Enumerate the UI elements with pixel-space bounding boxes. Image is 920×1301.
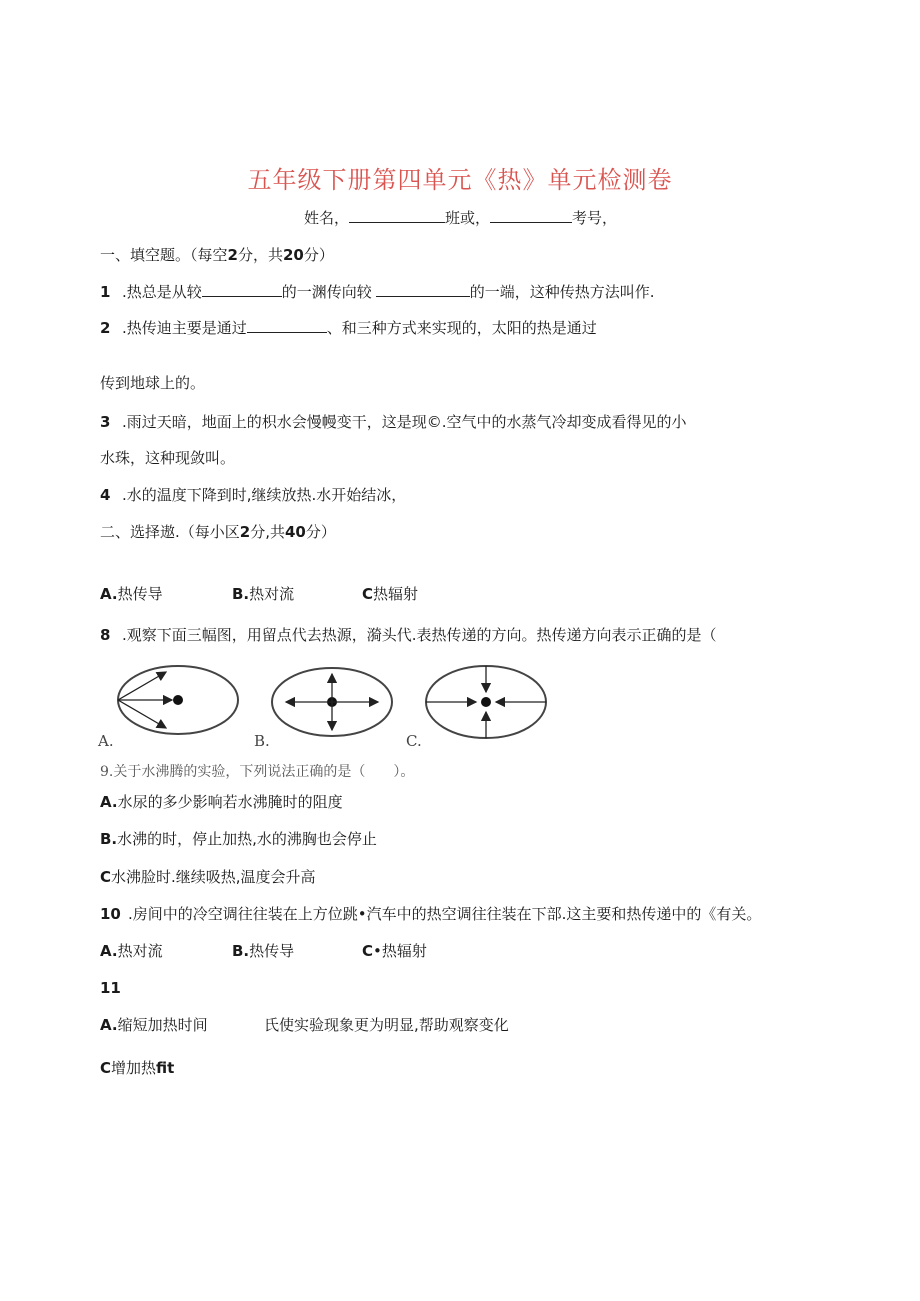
q11-option-c[interactable]: C增加热fit	[100, 1059, 175, 1077]
heat-transfer-figures	[96, 660, 556, 755]
q10-option-c[interactable]: C•热辐射	[362, 942, 427, 960]
figure-c-label: C.	[406, 732, 422, 750]
q11-option-b[interactable]: 氏使实验现象更为明显,帮助观察变化	[264, 1016, 509, 1034]
q2-blank-1[interactable]	[247, 318, 327, 333]
exam-no-label: 考号，	[572, 209, 618, 227]
q1-blank-1[interactable]	[202, 282, 282, 297]
class-label: 班或，	[445, 209, 491, 227]
section1-heading: 一、填空题。（每空2分，共20分）	[100, 246, 334, 264]
question-3: 3 .雨过天暗，地面上的枳水会慢幔变干，这是现©.空气中的水蒸气冷却变成看得见的小	[100, 413, 687, 431]
q11-option-a[interactable]: A.缩短加热时间	[100, 1016, 208, 1034]
student-info-line	[304, 208, 617, 228]
option-b[interactable]: B.热对流	[232, 585, 295, 603]
q9-option-b[interactable]: B.水沸的时，停止加热,水的沸胸也会停止	[100, 830, 377, 848]
q10-option-a[interactable]: A.热对流	[100, 942, 163, 960]
question-2-line2: 传到地球上的。	[100, 374, 206, 392]
figure-a-label: A.	[98, 732, 114, 750]
figure-b[interactable]	[254, 668, 392, 750]
options-row-1	[100, 584, 418, 604]
question-4: 4 .水的温度下降到时,继续放热.水开始结冰，	[100, 486, 407, 504]
q10-option-b[interactable]: B.热传导	[232, 942, 295, 960]
question-9: 9.关于水沸腾的实验，下列说法正确的是（ ）。	[100, 764, 415, 780]
question-8: 8 .观察下面三幅图，用留点代去热源，漪头代.表热传递的方向。热传递方向表示正确的是（	[100, 626, 717, 644]
page-title: 五年级下册第四单元《热》单元检测卷	[247, 166, 673, 194]
option-a[interactable]: A.热传导	[100, 585, 163, 603]
question-11: 11	[100, 979, 121, 997]
class-blank[interactable]	[490, 208, 572, 223]
question-3-line2: 水珠，这种现敛叫。	[100, 449, 236, 467]
q1-blank-2[interactable]	[376, 282, 470, 297]
option-c[interactable]: C热辐射	[362, 585, 419, 603]
figure-b-label: B.	[254, 732, 270, 750]
figure-a[interactable]	[97, 666, 238, 750]
q9-option-c[interactable]: C水沸脸时.继续吸热,温度会升高	[100, 868, 316, 886]
figure-c[interactable]	[406, 666, 546, 750]
question-10: 10 .房间中的冷空调往往装在上方位跳•汽车中的热空调往往装在下部.这主要和热传递中的《有关。	[100, 905, 762, 923]
name-blank[interactable]	[349, 208, 445, 223]
q9-option-a[interactable]: A.水尿的多少影响若水沸腌时的阻度	[100, 793, 343, 811]
question-2: 2 .热传迪主要是通过 、和三种方式来实现的，太阳的热是通过	[100, 319, 597, 337]
name-label: 姓名，	[304, 209, 350, 227]
section2-heading: 二、选择遨.（每小区2分,共40分）	[100, 523, 336, 541]
q11-options-row	[100, 1015, 509, 1035]
q10-options	[100, 941, 427, 961]
question-1: 1 .热总是从较 的一渊传向较 的一端，这种传热方法叫作.	[100, 283, 655, 301]
